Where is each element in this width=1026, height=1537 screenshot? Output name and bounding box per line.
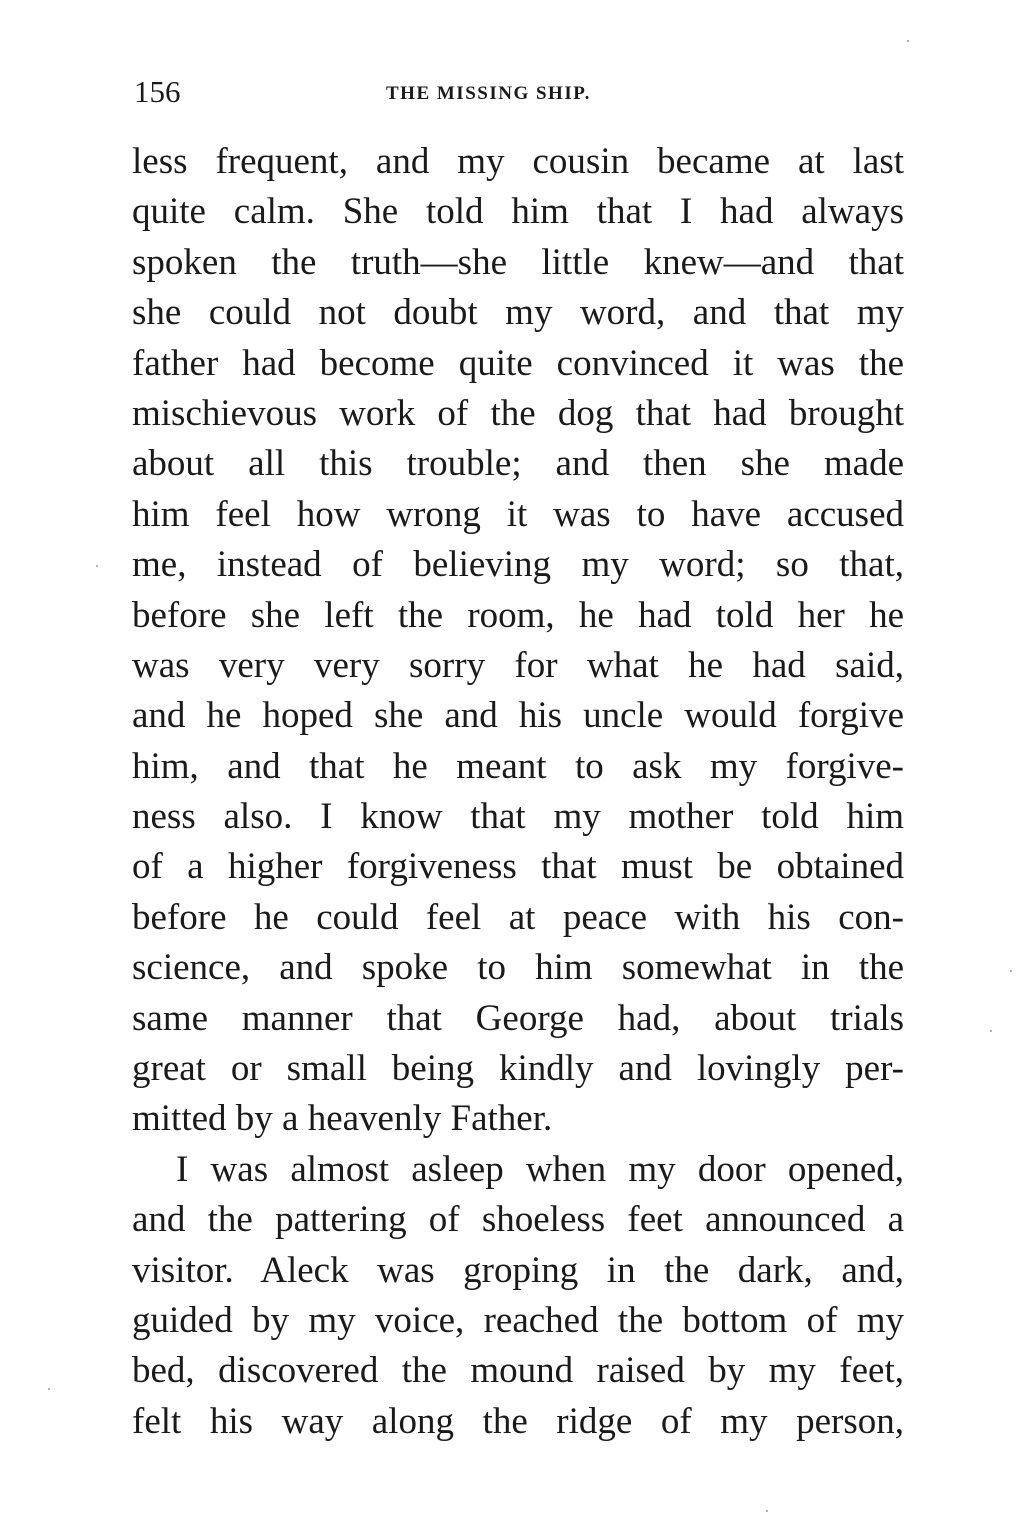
text-line: I was almost asleep when my door opened,	[176, 1148, 904, 1190]
text-line: felt his way along the ridge of my person,	[132, 1400, 904, 1442]
text-line: less frequent, and my cousin became at last	[132, 141, 904, 182]
text-line: spoken the truth—she little knew—and that	[132, 241, 904, 283]
paper-speck	[907, 40, 909, 42]
paragraph	[132, 137, 904, 1145]
text-line: bed, discovered the mound raised by my feet,	[132, 1350, 904, 1392]
paper-speck	[48, 1388, 50, 1390]
paper-speck	[1010, 970, 1012, 972]
text-line: before he could feel at peace with his con-	[132, 896, 904, 938]
text-line: about all this trouble; and then she made	[132, 443, 904, 485]
page-header	[134, 72, 904, 112]
paper-speck	[990, 1030, 992, 1032]
paper-speck	[96, 565, 98, 567]
text-line: was very very sorry for what he had said,	[132, 644, 904, 686]
text-line: and the pattering of shoeless feet announced a	[132, 1199, 904, 1241]
text-line: she could not doubt my word, and that my	[132, 292, 904, 334]
text-line: father had become quite convinced it was the	[132, 342, 904, 384]
text-line: great or small being kindly and lovingly per-	[132, 1048, 904, 1090]
text-line: mischievous work of the dog that had brought	[132, 392, 904, 434]
text-line: and he hoped she and his uncle would forgive	[132, 695, 904, 737]
running-head: THE MISSING SHIP.	[386, 83, 591, 104]
page-number: 156	[134, 74, 181, 109]
text-line: me, instead of believing my word; so that,	[132, 544, 904, 586]
text-line: him feel how wrong it was to have accused	[132, 493, 904, 535]
body-text	[132, 137, 904, 1447]
text-line: visitor. Aleck was groping in the dark, and,	[132, 1249, 904, 1291]
text-line: ness also. I know that my mother told him	[132, 796, 904, 838]
text-line: guided by my voice, reached the bottom of my	[132, 1299, 904, 1341]
text-line: quite calm. She told him that I had always	[132, 191, 904, 233]
text-line: him, and that he meant to ask my forgive-	[132, 745, 904, 787]
paragraph	[132, 1145, 904, 1447]
text-line: science, and spoke to him somewhat in the	[132, 947, 904, 989]
text-line: of a higher forgiveness that must be obtained	[132, 846, 904, 888]
text-line: before she left the room, he had told her he	[132, 594, 904, 636]
text-line: mitted by a heavenly Father.	[132, 1098, 553, 1140]
paper-speck	[766, 1510, 768, 1512]
text-line: same manner that George had, about trials	[132, 997, 904, 1039]
